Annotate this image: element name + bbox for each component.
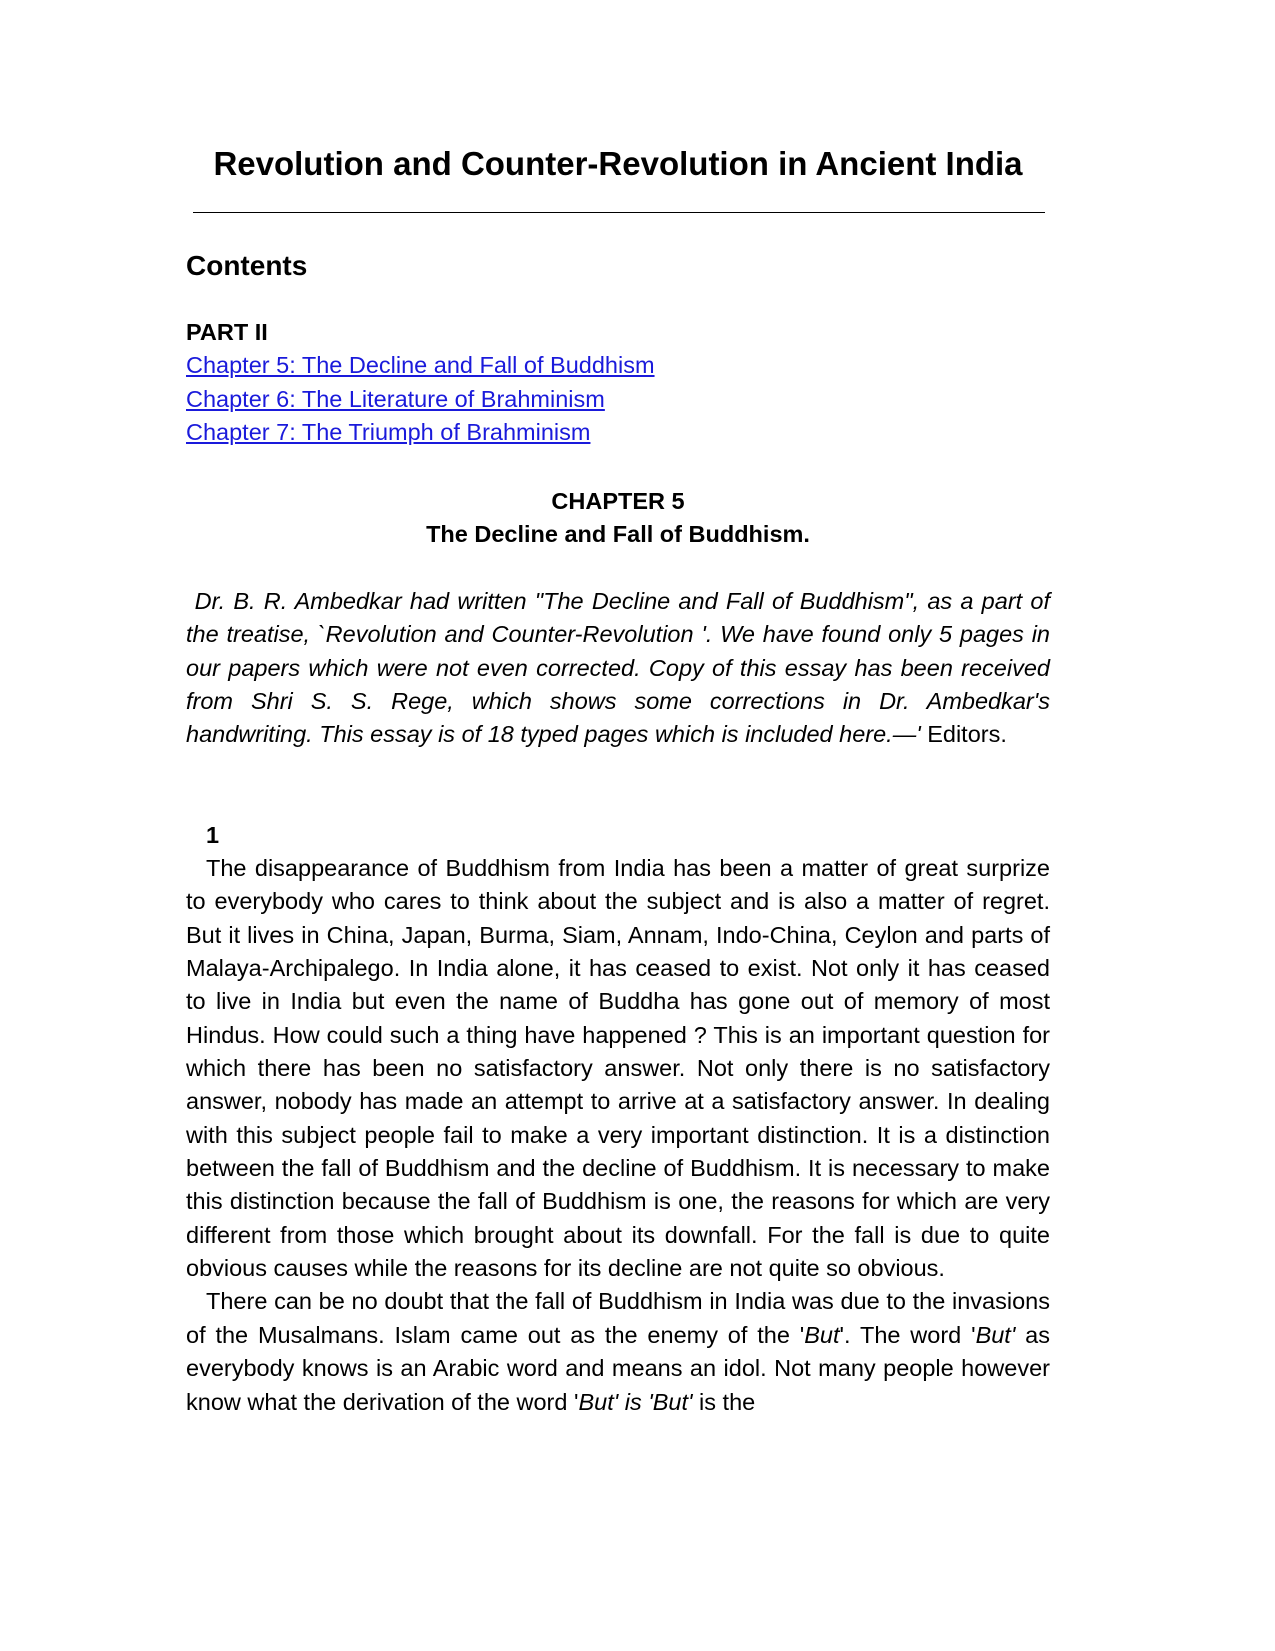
chapter-body [186, 852, 1050, 1419]
paragraph-2-emphasis: But' [975, 1321, 1016, 1348]
editor-note-italic: Dr. B. R. Ambedkar had written "The Decline and Fall of Buddhism", as a part of the treatise, `Revolution and Counter-Revolution '. We have found only 5 pages in our papers which were not even corrected. Copy of this essay has been received from Shri S. S. Rege, which shows some corrections in Dr. Ambedkar's handwriting. This essay is of 18 typed pages which is included here.—' [186, 588, 1050, 748]
paragraph-2-text: is the [692, 1388, 756, 1415]
toc-part-label: PART II [186, 319, 268, 345]
editor-note [186, 585, 1050, 752]
title-divider [193, 212, 1045, 213]
paragraph-2 [186, 1285, 1050, 1418]
toc-link-chapter-5[interactable]: Chapter 5: The Decline and Fall of Buddhism [186, 352, 655, 379]
contents-heading: Contents [186, 250, 308, 281]
paragraph-1: The disappearance of Buddhism from India has been a matter of great surprize to everybody who cares to think about the subject and is also a matter of regret. But it lives in China, Japan, Burma, Siam, Annam, Indo-China, Ceylon and parts of Malaya-Archipalego. In India alone, it has ceased to exist. Not only it has ceased to live in India but even the name of Buddha has gone out of memory of most Hindus. How could such a thing have happened ? This is an important question for which there has been no satisfactory answer. Not only there is no satisfactory answer, nobody has made an attempt to arrive at a satisfactory answer. In dealing with this subject people fail to make a very important distinction. It is a distinction between the fall of Buddhism and the decline of Buddhism. It is necessary to make this distinction because the fall of Buddhism is one, the reasons for which are very different from those which brought about its downfall. For the fall is due to quite obvious causes while the reasons for its decline are not quite so obvious. [186, 855, 1050, 1282]
chapter-number: CHAPTER 5 [551, 488, 685, 514]
paragraph-2-emphasis: But' is 'But' [578, 1388, 693, 1415]
chapter-heading [186, 485, 1050, 551]
editor-note-signature: Editors. [920, 721, 1007, 748]
document-title: Revolution and Counter-Revolution in Ancient India [213, 145, 1023, 182]
section-number: 1 [206, 822, 220, 848]
paragraph-2-text: '. The word ' [839, 1321, 976, 1348]
paragraph-2-text: as everybody knows is an Arabic word and means an idol. Not many people however know what the derivation of the word ' [186, 1321, 1050, 1415]
table-of-contents [186, 316, 655, 449]
paragraph-2-text: There can be no doubt that the fall of Buddhism in India was due to the invasions of the Musalmans. Islam came out as the enemy of the ' [186, 1288, 1050, 1348]
toc-link-chapter-7[interactable]: Chapter 7: The Triumph of Brahminism [186, 418, 591, 445]
toc-link-chapter-6[interactable]: Chapter 6: The Literature of Brahminism [186, 385, 605, 412]
paragraph-2-emphasis: But [804, 1321, 840, 1348]
chapter-title: The Decline and Fall of Buddhism. [426, 521, 810, 547]
